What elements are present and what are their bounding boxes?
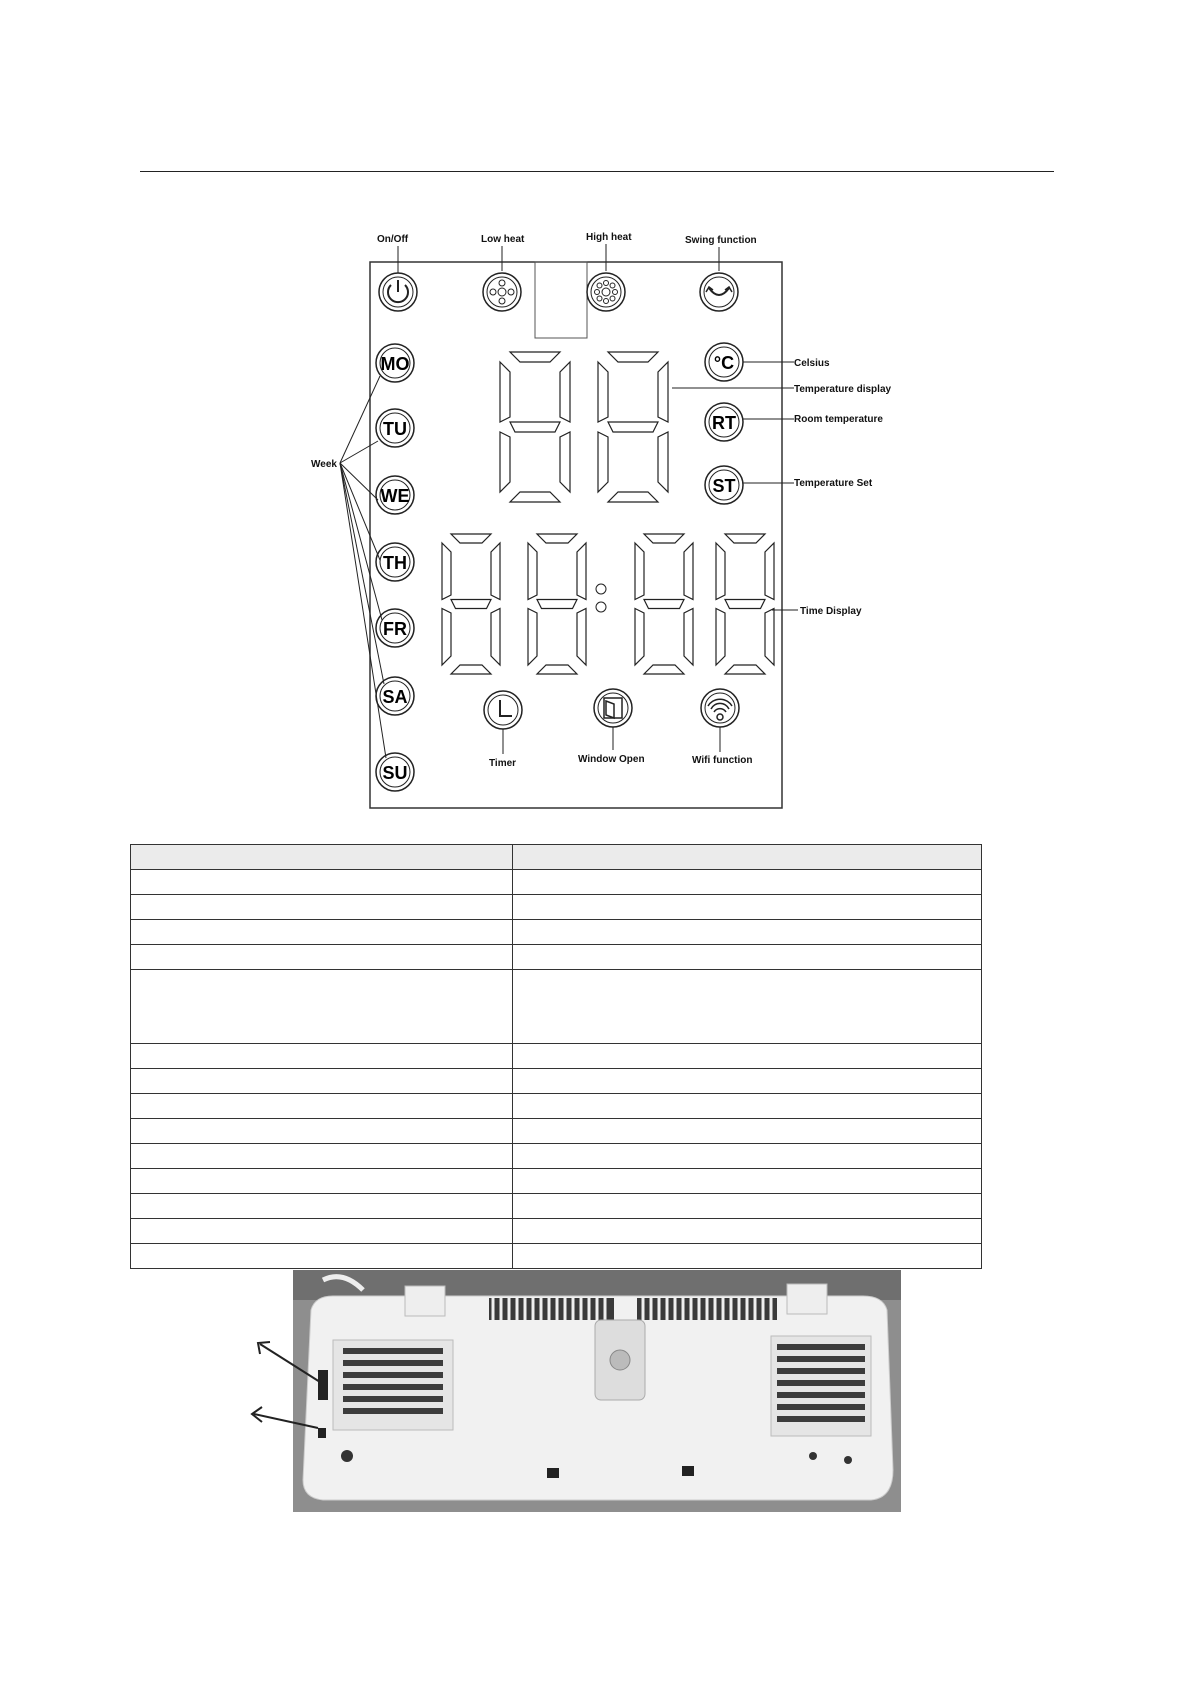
wifi-icon[interactable] [701,689,739,727]
table-cell [131,1094,513,1119]
day-mo-icon[interactable] [376,344,414,382]
day-sa-icon[interactable] [376,677,414,715]
table-cell [512,1194,981,1219]
table-cell [131,870,513,895]
temp-set-icon [705,466,743,504]
table-row [131,1144,982,1169]
table-cell [512,1244,981,1269]
table-row [131,1094,982,1119]
day-su-icon[interactable] [376,753,414,791]
day-fr-label: FR [383,619,407,639]
table-cell [131,920,513,945]
table-cell [512,1169,981,1194]
power-icon[interactable] [379,273,417,311]
day-we-icon[interactable] [376,476,414,514]
table-cell [131,1219,513,1244]
table-row [131,1119,982,1144]
temp-digit-1 [500,352,570,502]
window-open-icon[interactable] [594,689,632,727]
time-digit-2 [528,534,586,674]
table-row [131,1219,982,1244]
label-on-off: On/Off [377,234,409,245]
table-row [131,970,982,1044]
celsius-icon [705,343,743,381]
colon-dot-bottom [596,602,606,612]
time-digit-4 [716,534,774,674]
label-temperature-set: Temperature Set [794,478,873,489]
table-cell [512,1094,981,1119]
table-cell [512,1144,981,1169]
colon-dot-top [596,584,606,594]
timer-icon[interactable] [484,691,522,729]
table-cell [512,845,981,870]
label-swing: Swing function [685,235,757,246]
day-th-label: TH [383,553,407,573]
label-room-temperature: Room temperature [794,414,883,425]
table-cell [131,945,513,970]
day-th-icon[interactable] [376,543,414,581]
table-cell [512,1119,981,1144]
day-tu-label: TU [383,419,407,439]
table-cell [512,1069,981,1094]
temperature-display [500,352,668,502]
low-heat-icon[interactable] [483,273,521,311]
table-row [131,1169,982,1194]
time-digit-3 [635,534,693,674]
pointer-arrows [240,1330,350,1460]
table-cell [131,1169,513,1194]
label-low-heat: Low heat [481,234,525,245]
weekday-icons [376,344,414,791]
table-cell [131,845,513,870]
table-cell [512,895,981,920]
table-cell [131,1069,513,1094]
label-temperature-display: Temperature display [794,384,892,395]
label-time-display: Time Display [800,606,862,617]
table-cell [131,1144,513,1169]
table-cell [131,970,513,1044]
temp-set-symbol: ST [712,476,736,496]
table-cell [512,870,981,895]
control-panel-diagram [0,0,1190,830]
table-cell [131,1244,513,1269]
table-row [131,945,982,970]
table-cell [131,1194,513,1219]
swing-icon[interactable] [700,273,738,311]
room-temp-icon [705,403,743,441]
table-row [131,1044,982,1069]
table-cell [512,970,981,1044]
table-row [131,845,982,870]
room-temp-symbol: RT [712,413,736,433]
table-row [131,1244,982,1269]
label-timer: Timer [489,758,517,769]
label-window-open: Window Open [578,754,645,765]
day-su-label: SU [382,763,408,783]
table-row [131,870,982,895]
table-row [131,1069,982,1094]
day-fr-icon[interactable] [376,609,414,647]
table-row [131,895,982,920]
label-high-heat: High heat [586,232,632,243]
table-cell [131,895,513,920]
table-cell [131,1044,513,1069]
day-sa-label: SA [382,687,408,707]
description-table [130,844,982,1269]
high-heat-icon[interactable] [587,273,625,311]
label-week: Week [311,459,337,470]
day-mo-label: MO [380,354,410,374]
day-we-label: WE [380,486,410,506]
table-cell [131,1119,513,1144]
table-row [131,920,982,945]
table-cell [512,945,981,970]
label-celsius: Celsius [794,358,830,369]
day-tu-icon[interactable] [376,409,414,447]
celsius-symbol: °C [713,353,735,373]
time-display [442,534,774,674]
table-cell [512,920,981,945]
label-wifi: Wifi function [692,755,753,766]
table-cell [512,1044,981,1069]
temp-digit-2 [598,352,668,502]
time-digit-1 [442,534,500,674]
table-cell [512,1219,981,1244]
heater-back-photo [293,1270,901,1512]
table-row [131,1194,982,1219]
